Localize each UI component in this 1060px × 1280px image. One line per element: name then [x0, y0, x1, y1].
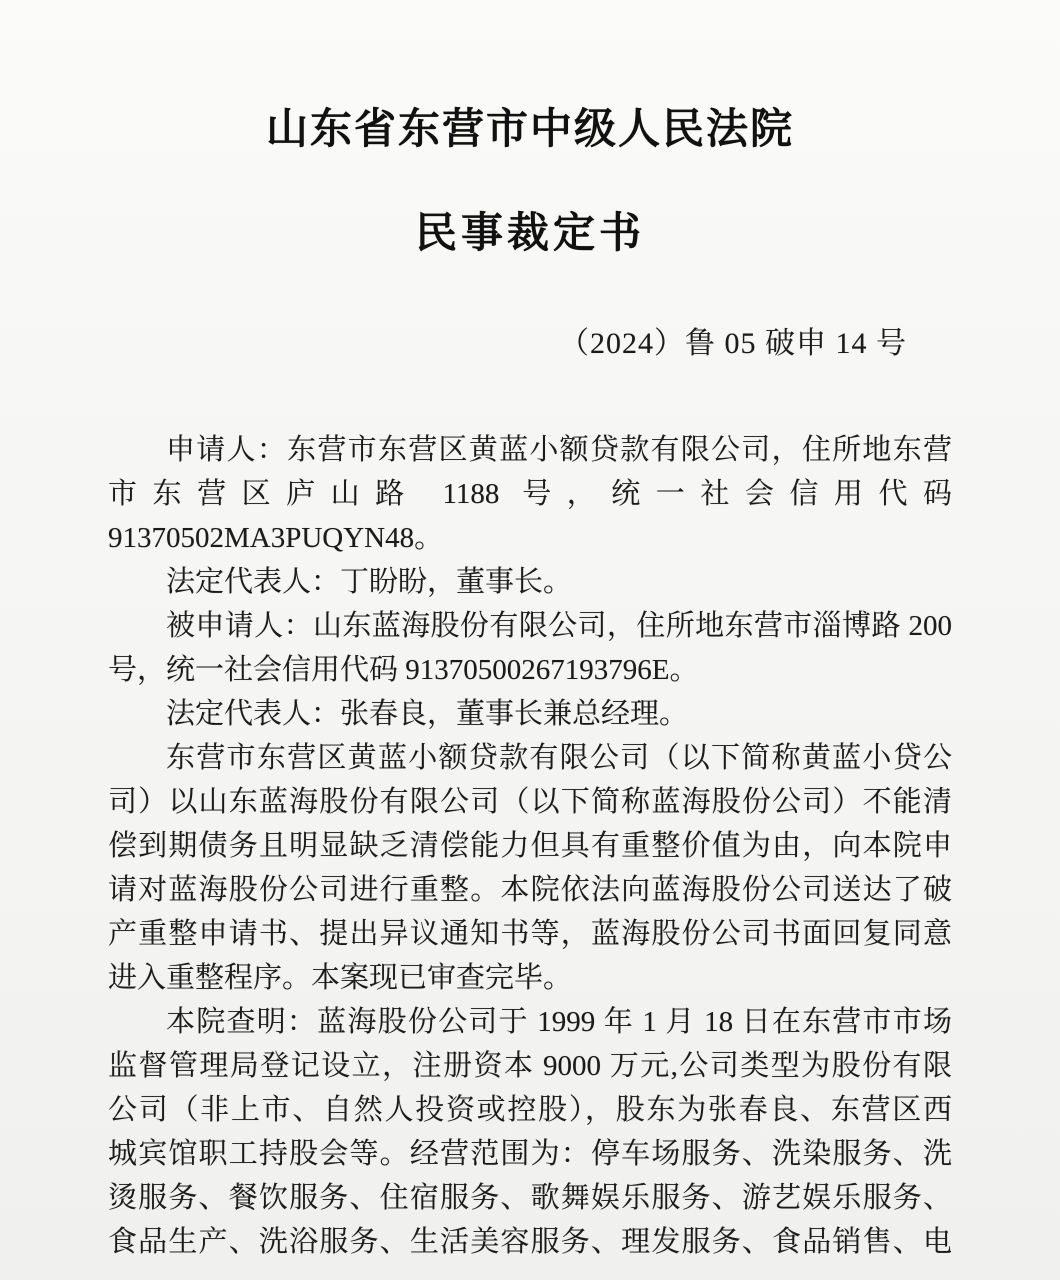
document-line: 东营市东营区黄蓝小额贷款有限公司（以下简称黄蓝小贷公	[166, 742, 952, 774]
document-line: 本院查明：蓝海股份公司于 1999 年 1 月 18 日在东营市市场	[166, 1006, 952, 1038]
paragraph	[108, 428, 952, 560]
document-line: 法定代表人：张春良，董事长兼总经理。	[166, 698, 689, 730]
paragraph	[108, 1000, 952, 1264]
document-line: 91370502MA3PUQYN48。	[108, 522, 444, 554]
document-line: 申请人：东营市东营区黄蓝小额贷款有限公司，住所地东营	[166, 434, 952, 466]
document-line: 进入重整程序。本案现已审查完毕。	[108, 962, 573, 994]
paragraph	[108, 560, 952, 604]
document-line: 烫服务、餐饮服务、住宿服务、歌舞娱乐服务、游艺娱乐服务、	[108, 1182, 952, 1214]
document-line: 偿到期债务且明显缺乏清偿能力但具有重整价值为由，向本院申	[108, 830, 952, 862]
paragraph	[108, 604, 952, 692]
document-line: 号，统一社会信用代码 91370500267193796E。	[108, 654, 699, 686]
document-line: 食品生产、洗浴服务、生活美容服务、理发服务、食品销售、电	[108, 1226, 952, 1258]
document-body	[0, 428, 1060, 1264]
document-line: 被申请人：山东蓝海股份有限公司，住所地东营市淄博路 200	[166, 610, 952, 642]
document-line: 司）以山东蓝海股份有限公司（以下简称蓝海股份公司）不能清	[108, 786, 952, 818]
document-line: 城宾馆职工持股会等。经营范围为：停车场服务、洗染服务、洗	[108, 1138, 952, 1170]
document-line: 市东营区庐山路 1188 号，统一社会信用代码	[108, 478, 952, 510]
document-line: 请对蓝海股份公司进行重整。本院依法向蓝海股份公司送达了破	[108, 874, 952, 906]
paragraph	[108, 692, 952, 736]
case-number: （2024）鲁 05 破申 14 号	[559, 327, 907, 360]
document-line: 监督管理局登记设立，注册资本 9000 万元,公司类型为股份有限	[108, 1050, 952, 1082]
court-name-title: 山东省东营市中级人民法院	[265, 107, 794, 153]
document-line: 法定代表人：丁盼盼，董事长。	[166, 566, 573, 598]
document-type-title: 民事裁定书	[414, 211, 645, 257]
document-line: 公司（非上市、自然人投资或控股），股东为张春良、东营区西	[108, 1094, 952, 1126]
paragraph	[108, 736, 952, 1000]
document-line: 产重整申请书、提出异议通知书等，蓝海股份公司书面回复同意	[108, 918, 952, 950]
